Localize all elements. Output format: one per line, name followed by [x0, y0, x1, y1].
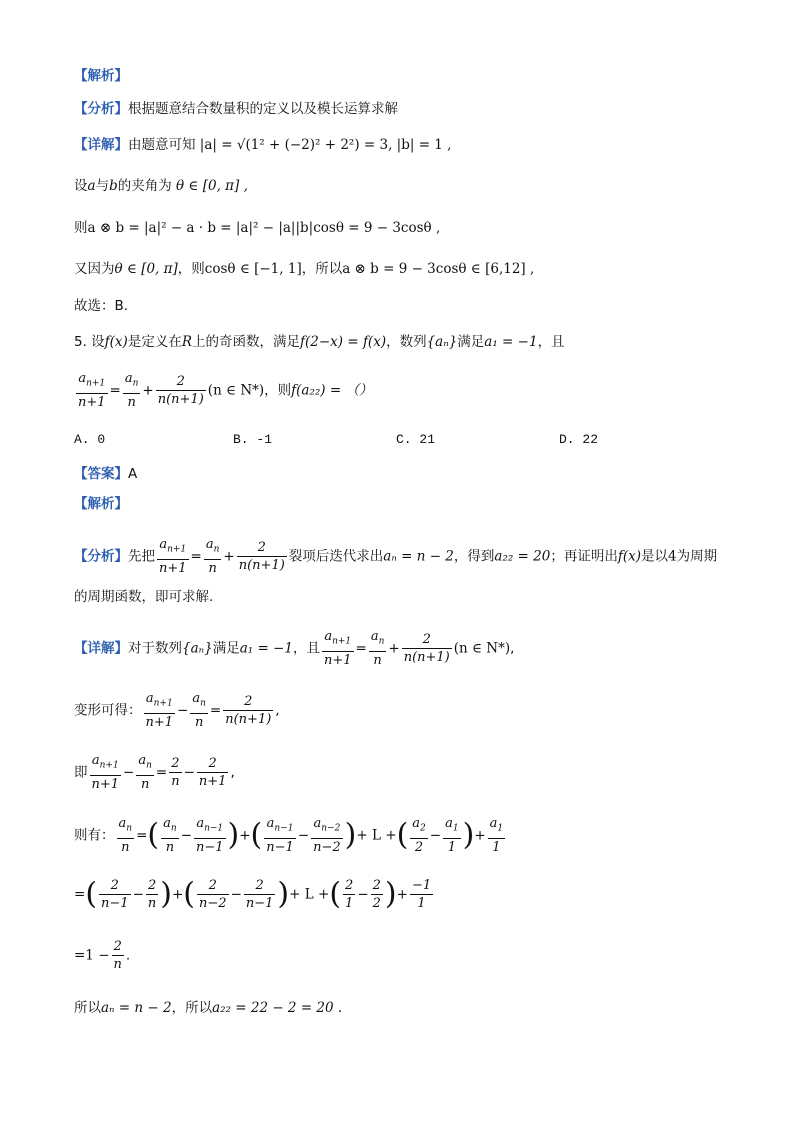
q4-range-line	[74, 259, 534, 279]
q5-ji-line: 即 $\frac{a_{n+1}}{n+1}$ − $\frac{a_n}{n}$ = $\frac{2}{n}$ − $\frac{2}{n+1}$ ,	[74, 753, 235, 792]
q4-ze2: ，则	[177, 261, 205, 277]
q5-final: a₂₂ = 22 − 2 = 20 .	[212, 1000, 343, 1016]
q5-seq2: {aₙ}	[182, 640, 213, 657]
q4-theta-range: θ ∈ [0, π]	[114, 261, 178, 277]
q4-fenxi	[74, 99, 398, 119]
q4-suoyi: ，所以	[301, 261, 343, 277]
q5-xiangjie-line: 【详解】对于数列{aₙ}满足a₁ = −1，且 $\frac{a_{n+1}}{n+1}$ = $\frac{a_n}{n}$ + $\frac{2}{n(n+1)}$ (n ∈ N*),	[74, 629, 515, 668]
q5-bianxing: 变形可得：	[74, 702, 142, 719]
q5-fenxi-c: ，得到	[453, 548, 495, 565]
fenxi-tag: 【分析】	[74, 101, 128, 117]
q5-rec-cond: (n ∈ N*)	[207, 382, 265, 399]
q4-otimes-line	[74, 218, 440, 238]
q5-suoyi-mid: ，所以	[171, 1000, 213, 1016]
q5-an-eq: aₙ = n − 2	[383, 548, 454, 565]
q5-t1: 是定义在	[127, 334, 182, 350]
option-d: D. 22	[559, 432, 599, 447]
q5-line3: =1 −	[74, 947, 110, 964]
q5-t4: 满足	[457, 334, 485, 350]
q5-answer-value: A	[128, 466, 138, 482]
q5-fenxi-a: 先把	[128, 548, 155, 565]
q5-t5: ，且	[537, 334, 565, 350]
q4-mod-expr: |a| = √(1² + (−2)² + 2²) = 3, |b| = 1 ,	[199, 137, 452, 153]
jiexi-tag: 【解析】	[74, 68, 128, 84]
q5-t2: 上的奇函数，满足	[192, 334, 300, 350]
q5-fx2: f(x)	[617, 548, 641, 565]
q5-suoyi-a: 所以	[74, 1000, 101, 1016]
q4-result: a ⊗ b = 9 − 3cosθ ∈ [6,12] ,	[342, 261, 535, 277]
q4-fenxi-text: 根据题意结合数量积的定义以及模长运算求解	[128, 101, 398, 117]
q5-a22-eq: a₂₂ = 20	[494, 548, 551, 565]
q4-angle-text: 的夹角为	[117, 178, 172, 194]
option-a: A. 0	[74, 432, 106, 447]
q5-xj-b: 满足	[212, 640, 240, 657]
q5-stem-line1	[74, 332, 565, 352]
q5-t6: ，则	[264, 382, 292, 399]
q5-xj-a: 对于数列	[128, 640, 182, 657]
q5-seq: {aₙ}	[426, 334, 458, 350]
q4-angle-range: θ ∈ [0, π] ,	[176, 178, 248, 194]
q5-eq2-mid: + L +	[289, 886, 330, 903]
q5-num: 5. 设	[74, 334, 105, 350]
q5-four: 4	[668, 548, 677, 565]
q5-zeyou: 则有：	[74, 827, 115, 844]
q5-fenxi-e: 是以	[641, 548, 668, 565]
xiangjie-tag: 【详解】	[74, 137, 128, 153]
q5-zeyou-line: 则有： $\frac{a_n}{n}$ =( $\frac{a_n}{n}$ − $\frac{a_{n-1}}{n-1}$ )+( $\frac{a_{n-1}}{n-1}$ − $\frac{a_{n-2}}{n-2}$ )+ L +( $\frac{a_2}{2}$ − $\frac{a_1}{1}$ )+ $\frac{a_1}{1}$	[74, 816, 504, 855]
q5-rec-cond2: (n ∈ N*)	[453, 640, 511, 657]
q5-eq1-end: + L +	[356, 827, 397, 844]
q4-xiangjie	[74, 135, 451, 155]
q5-fx: f(x)	[104, 334, 128, 350]
q5-fenxi-tag: 【分析】	[74, 548, 128, 565]
q5-eq2-line: =( $\frac{2}{n-1}$ − $\frac{2}{n}$ )+( $\frac{2}{n-2}$ − $\frac{2}{n-1}$ )+ L +( $\frac{2}{1}$ − $\frac{2}{2}$ )+ $\frac{-1}{1}$	[74, 876, 432, 912]
q5-final-line	[74, 998, 342, 1018]
q4-choice: 故选：B.	[74, 298, 129, 314]
q5-answer	[74, 464, 137, 484]
q5-eq2-start: =	[74, 886, 86, 903]
q5-cond: f(2−x) = f(x)	[300, 334, 387, 350]
q4-xiangjie-text: 由题意可知	[128, 137, 196, 153]
q5-xiangjie-tag: 【详解】	[74, 640, 128, 657]
q4-ze: 则	[74, 220, 88, 236]
option-b: B. -1	[233, 432, 273, 447]
daan-tag: 【答案】	[74, 466, 128, 482]
q5-ji: 即	[74, 764, 88, 781]
q5-fenxi-f: 为周期	[676, 548, 718, 565]
q5-fenxi-line2: 的周期函数，即可求解.	[74, 589, 214, 605]
q4-angle-mid: 与	[95, 178, 110, 194]
q5-a1: a₁ = −1	[484, 334, 538, 350]
q4-angle-line: 设a与b的夹角为 θ ∈ [0, π] ,	[74, 178, 248, 194]
q5-fenxi-b: 裂项后迭代求出	[288, 548, 384, 565]
q5-fenxi-line1: 【分析】先把 $\frac{a_{n+1}}{n+1}$ = $\frac{a_n}{n}$ + $\frac{2}{n(n+1)}$ 裂项后迭代求出aₙ = n − 2，得到a₂₂ = 20；再证明出f(x)是以4为周期	[74, 537, 718, 576]
q5-ask: f(a₂₂) = （）	[291, 382, 373, 399]
q5-t3: ，数列	[386, 334, 427, 350]
option-c: C. 21	[396, 432, 436, 447]
q5-eq3-line: =1 − $\frac{2}{n}$ .	[74, 939, 131, 972]
q5-xj-c: ，且	[292, 640, 320, 657]
q4-otimes-expr: a ⊗ b = |a|² − a · b = |a|² − |a||b|cosθ = 9 − 3cosθ ,	[87, 220, 441, 236]
q5-bianxing-line: 变形可得： $\frac{a_{n+1}}{n+1}$ − $\frac{a_n}{n}$ = $\frac{2}{n(n+1)}$ ,	[74, 691, 280, 730]
q4-angle-pre: 设	[74, 178, 88, 194]
q5-jiexi-tag: 【解析】	[74, 496, 128, 512]
q5-an-eq2: aₙ = n − 2	[101, 1000, 172, 1016]
q5-R: R	[181, 334, 192, 350]
q4-cos-range: cosθ ∈ [−1, 1]	[204, 261, 302, 277]
q5-fenxi-d: ；再证明出	[550, 548, 618, 565]
q5-a1-2: a₁ = −1	[239, 640, 293, 657]
q4-youyinwei: 又因为	[74, 261, 115, 277]
q5-stem-line2: $\frac{a_{n+1}}{n+1}$ = $\frac{a_n}{n}$ + $\frac{2}{n(n+1)}$ (n ∈ N*)，则f(a₂₂) = （）	[78, 371, 373, 410]
